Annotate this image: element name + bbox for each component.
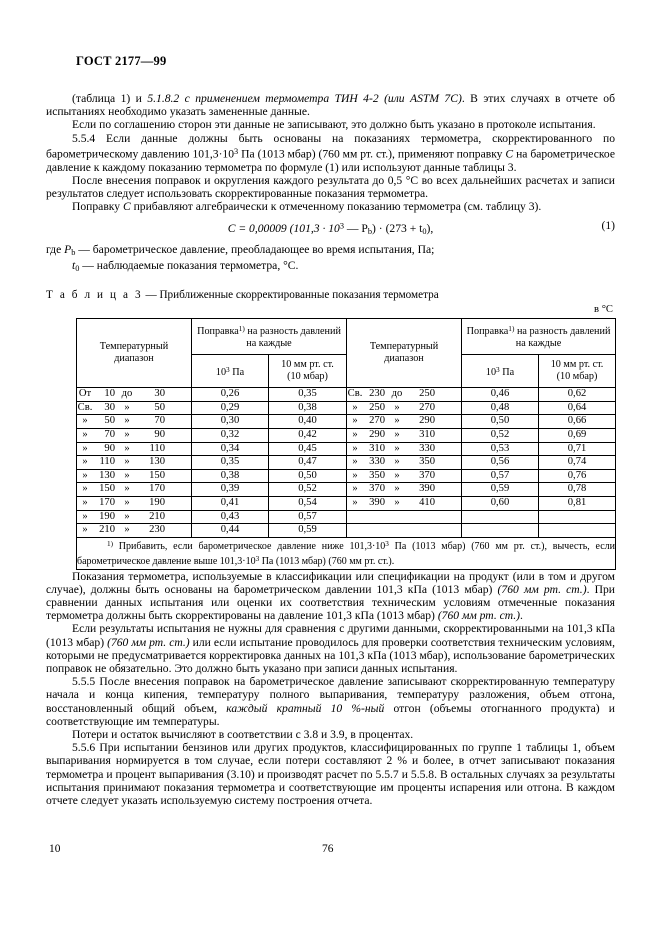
table-footnote-text (77, 538, 615, 569)
formula-where-t0 (46, 259, 615, 275)
formula-sub-b: b (367, 226, 373, 236)
table-cell-mmhg-left: 0,50 (269, 469, 347, 483)
table-cell-pa-left: 0,35 (192, 456, 269, 470)
paragraph-554-part2: Па (1013 мбар) (760 мм рт. ст.), применяют поправку (238, 147, 506, 161)
table-cell-range-left: » 70 » 90 (77, 428, 192, 442)
table-cell-pa-right: 0,53 (462, 442, 539, 456)
paragraph-correction-c (46, 200, 615, 213)
paragraph-correction-c-part1: Поправку (72, 200, 123, 214)
table-cell-pa-right: 0,46 (462, 388, 539, 402)
table-cell-mmhg-right (539, 524, 616, 538)
table-cell-range-right (347, 510, 462, 524)
table-cell-pa-right: 0,57 (462, 469, 539, 483)
header-pa-left (192, 355, 269, 388)
paragraph-554 (46, 132, 615, 174)
table-cell-mmhg-right (539, 510, 616, 524)
where-text-pb: — барометрическое давление, преобладающее во время испытания, Па; (75, 242, 435, 256)
table-cell-mmhg-left: 0,42 (269, 428, 347, 442)
header-pa-right-base: 10 (485, 366, 497, 378)
table-footnote-exp2: 3 (255, 555, 260, 564)
paragraph-thermometer-readings-part3: . (520, 609, 523, 623)
paragraph-rounding: После внесения поправок и округления каждого результата до 0,5 °С во всех дальнейших расчетах и записи результатов следует использовать скорректированные показания термометра. (46, 173, 615, 200)
paragraph-thermometer-readings-part2: . При сравнении данных испытания или оценки их соответствия техническим условиям отмеченные показания термометра должны быть скорректированы на давление 101,3 кПа (1013 мбар) (46, 582, 615, 623)
table-cell-mmhg-right: 0,76 (539, 469, 616, 483)
table-caption-text: Приближенные скорректированные показания термометра (159, 289, 439, 302)
table-row (77, 401, 616, 415)
paragraph-agreement: Если по соглашению сторон эти данные не записывают, это должно быть указано в протоколе испытания. (72, 118, 596, 132)
table-cell-mmhg-right: 0,78 (539, 483, 616, 497)
table-footnote-part3: Па (1013 мбар) (760 мм рт. ст.). (259, 556, 395, 568)
header-correction-right-text2: на разность давлений на каждые (514, 326, 611, 350)
table-cell-pa-right: 0,56 (462, 456, 539, 470)
header-range-right: Температурный диапазон (347, 319, 462, 388)
header-range-left: Температурный диапазон (77, 319, 192, 388)
table-cell-range-right: » 310 » 330 (347, 442, 462, 456)
paragraph-thermometer-readings-italic2: (760 мм рт. ст.) (437, 609, 521, 623)
table-cell-pa-right: 0,48 (462, 401, 539, 415)
table-cell-pa-left: 0,43 (192, 510, 269, 524)
table-cell-range-right: » 330 » 350 (347, 456, 462, 470)
paragraph-correction-c-part2: прибавляют алгебраически к отмеченному показанию термометра (см. таблицу 3). (130, 200, 542, 214)
table-cell-mmhg-right: 0,69 (539, 428, 616, 442)
where-symbol-t0: t (72, 258, 76, 272)
table-cell-range-right: » 390 » 410 (347, 496, 462, 510)
table-cell-range-left: » 110 » 130 (77, 456, 192, 470)
table-footnote-marker: 1) (107, 539, 113, 548)
table-row (77, 456, 616, 470)
formula-number: (1) (601, 219, 615, 233)
table-cell-mmhg-left: 0,38 (269, 401, 347, 415)
paragraph-intro-part2: . В этих случаях в отчете об испытаниях необходимо указать замененные данные. (46, 92, 615, 119)
paragraph-554-exponent: 3 (234, 146, 239, 156)
header-correction-left (192, 319, 347, 355)
table-cell-pa-left: 0,41 (192, 496, 269, 510)
table-cell-mmhg-right: 0,74 (539, 456, 616, 470)
header-mmhg-left-l1: 10 мм рт. ст. (281, 359, 334, 371)
formula-sub-t: 0 (422, 226, 427, 236)
formula-1 (46, 219, 615, 238)
table-cell-mmhg-left: 0,57 (269, 510, 347, 524)
where-text-t0: — наблюдаемые показания термометра, °С. (79, 258, 299, 272)
paragraph-no-comparison-italic: (760 мм рт. ст.) (107, 635, 190, 649)
paragraph-thermometer-readings-part1: Показания термометра, используемые в классификации или спецификации на продукт (или в том и другом случае), должны быть основаны на барометрическом давлении 101,3 кПа (1013 мбар) (46, 569, 615, 596)
paragraph-554-symbol-c: C (505, 147, 514, 161)
page-number-center: 76 (322, 843, 334, 855)
table-cell-range-left: » 150 » 170 (77, 483, 192, 497)
formula-text-a: C = 0,00009 (101,3 · 10 (227, 221, 340, 235)
table-cell-range-right: » 350 » 370 (347, 469, 462, 483)
table-cell-pa-left: 0,32 (192, 428, 269, 442)
paragraph-no-comparison-part1: Если результаты испытания не нужны для сравнения с другими данными, скорректированными на 101,3 кПа (1013 мбар) (46, 622, 615, 649)
table-cell-pa-left: 0,44 (192, 524, 269, 538)
header-mmhg-left (269, 355, 347, 388)
where-symbol-t0-sub: 0 (75, 263, 80, 273)
table-row (77, 469, 616, 483)
table-cell-range-right: Св. 230 до 250 (347, 388, 462, 402)
header-mmhg-right (539, 355, 616, 388)
table-row (77, 388, 616, 402)
header-correction-right-text: Поправка (466, 326, 509, 338)
table-caption-label: Т а б л и ц а 3 (46, 289, 143, 302)
table-cell-pa-left: 0,29 (192, 401, 269, 415)
table-cell-mmhg-left: 0,40 (269, 415, 347, 429)
table-footnote-row (77, 537, 616, 569)
table-3 (76, 318, 616, 569)
table-row (77, 524, 616, 538)
table-row (77, 428, 616, 442)
paragraph-554-part1: 5.5.4 Если данные должны быть основаны на показаниях термометра, скорректированного по барометрическому давлению 101,3·10 (46, 131, 615, 161)
table-header-row-1 (77, 319, 616, 355)
table-cell-mmhg-left: 0,45 (269, 442, 347, 456)
table-cell-range-left: » 190 » 210 (77, 510, 192, 524)
table-caption (46, 289, 615, 302)
table-3-foot (77, 537, 616, 569)
table-cell-pa-right: 0,60 (462, 496, 539, 510)
table-cell-pa-right (462, 524, 539, 538)
table-cell-mmhg-left: 0,47 (269, 456, 347, 470)
table-cell-mmhg-left: 0,52 (269, 483, 347, 497)
table-cell-mmhg-right: 0,81 (539, 496, 616, 510)
table-footnote-exp1: 3 (385, 539, 389, 548)
table-cell-range-left: » 130 » 150 (77, 469, 192, 483)
table-cell-pa-right: 0,59 (462, 483, 539, 497)
table-row (77, 415, 616, 429)
paragraph-555-italic: каждый кратный 10 %-ный (226, 701, 385, 715)
paragraph-555-part1: 5.5.5 После внесения поправок на барометрическое давление записывают скорректированную температуру начала и конца кипения, температуру полного выпаривания, температуру разложения, объем отгона, восстановленный общий объем, (46, 675, 615, 715)
table-cell-pa-left: 0,39 (192, 483, 269, 497)
table-row (77, 510, 616, 524)
formula-body (228, 222, 434, 235)
paragraph-intro-part1: (таблица 1) и (72, 92, 148, 105)
header-pa-left-unit: Па (229, 366, 245, 378)
table-cell-range-left: » 90 » 110 (77, 442, 192, 456)
where-label: где (46, 242, 65, 256)
header-correction-right-footnote-marker: 1) (508, 324, 515, 334)
paragraph-no-comparison-part2: или если испытание проводилось для проверки соответствия техническим условиям, которыми не предусматривается корректировка данных на 101,3 кПа (1013 мбар), использование барометрических поправок не обязательно. Это должно быть указано при записи данных испытания. (46, 635, 615, 675)
formula-text-d: ), (426, 221, 434, 235)
table-footnote-part2: Па (1013 мбар) (760 мм рт. ст.), вычесть, если барометрическое давление выше 101,3·10 (77, 540, 616, 568)
header-correction-left-text: Поправка (197, 326, 239, 338)
page-title: ГОСТ 2177—99 (76, 54, 167, 68)
paragraph-thermometer-readings (46, 570, 615, 623)
table-cell-mmhg-left: 0,59 (269, 524, 347, 538)
table-cell-mmhg-left: 0,54 (269, 496, 347, 510)
header-correction-right (462, 319, 616, 355)
table-cell-range-right: » 270 » 290 (347, 415, 462, 429)
header-pa-left-base: 10 (215, 366, 227, 378)
where-symbol-pb: P (64, 242, 72, 256)
table-caption-dash: — (142, 289, 160, 302)
header-mmhg-right-l1: 10 мм рт. ст. (550, 359, 604, 371)
table-cell-mmhg-right: 0,62 (539, 388, 616, 402)
paragraph-intro-italic: 5.1.8.2 с применением термометра ТИН 4-2 (или ASTM 7C) (147, 92, 462, 105)
table-cell-pa-left: 0,38 (192, 469, 269, 483)
table-cell-pa-left: 0,34 (192, 442, 269, 456)
table-cell-mmhg-right: 0,64 (539, 401, 616, 415)
page-number-left: 10 (49, 843, 61, 855)
paragraph-thermometer-readings-italic1: (760 мм рт. ст.) (497, 582, 587, 596)
table-cell-range-left: От 10 до 30 (77, 388, 192, 402)
table-cell-pa-right (462, 510, 539, 524)
table-cell-range-left: Св. 30 » 50 (77, 401, 192, 415)
table-cell-mmhg-left: 0,35 (269, 388, 347, 402)
table-cell-range-right (347, 524, 462, 538)
document-body (46, 92, 615, 807)
table-cell-pa-right: 0,52 (462, 428, 539, 442)
paragraph-no-comparison (46, 622, 615, 675)
paragraph-555 (46, 675, 615, 728)
paragraph-554-part3: на барометрическое давление к каждому показанию термометра по формуле (1) или используют данные таблицы 3. (46, 147, 615, 174)
header-correction-left-text2: на разность давлений на каждые (244, 326, 341, 350)
paragraph-556: 5.5.6 При испытании бензинов или других продуктов, классифицированных по группе 1 таблицы 1, объем выпаривания нормируется в том случае, если потери составляют 2 % и более, в отчет записывают показания термометра и процент выпаривания (3.10) и производят расчет по 5.5.7 и 5.5.8. В остальных случаях за результаты испытания принимают показания термометра и соответствующие им проценты испарения или отгона. В каждом отчете следует указать используемую систему построения отчета. (46, 741, 615, 808)
table-cell-range-left: » 170 » 190 (77, 496, 192, 510)
formula-text-b: — P (344, 221, 368, 235)
paragraph-losses: Потери и остаток вычисляют в соответствии с 3.8 и 3.9, в процентах. (72, 728, 414, 742)
table-cell-range-right: » 370 » 390 (347, 483, 462, 497)
header-mmhg-left-l2: (10 мбар) (287, 371, 328, 383)
table-cell-pa-left: 0,26 (192, 388, 269, 402)
table-row (77, 496, 616, 510)
table-cell-pa-left: 0,30 (192, 415, 269, 429)
table-3-head (77, 319, 616, 388)
header-pa-right-exp: 3 (496, 364, 500, 374)
header-pa-left-exp: 3 (226, 364, 230, 374)
where-symbol-pb-sub: b (71, 247, 76, 257)
header-mmhg-right-l2: (10 мбар) (556, 371, 598, 383)
table-3-body (77, 388, 616, 538)
table-footnote (77, 537, 616, 569)
table-footnote-part1: Прибавить, если барометрическое давление ниже 101,3·10 (113, 540, 386, 552)
paragraph-555-part2: отгон (объемы отогнанного продукта) и соответствующие им температуры. (46, 701, 615, 728)
paragraph-intro (46, 92, 615, 118)
table-cell-pa-right: 0,50 (462, 415, 539, 429)
formula-text-c: ) · (273 + t (372, 221, 423, 235)
table-cell-range-right: » 290 » 310 (347, 428, 462, 442)
table-cell-range-right: » 250 » 270 (347, 401, 462, 415)
header-pa-right-unit: Па (499, 366, 515, 378)
table-unit-note: в °С (594, 304, 613, 316)
formula-where-pb (46, 243, 615, 259)
table-cell-mmhg-right: 0,71 (539, 442, 616, 456)
formula-exponent: 3 (339, 221, 345, 231)
table-row (77, 442, 616, 456)
table-cell-range-left: » 210 » 230 (77, 524, 192, 538)
header-correction-left-footnote-marker: 1) (238, 324, 245, 334)
header-pa-right (462, 355, 539, 388)
table-row (77, 483, 616, 497)
paragraph-correction-symbol: C (122, 200, 131, 214)
table-cell-range-left: » 50 » 70 (77, 415, 192, 429)
table-cell-mmhg-right: 0,66 (539, 415, 616, 429)
